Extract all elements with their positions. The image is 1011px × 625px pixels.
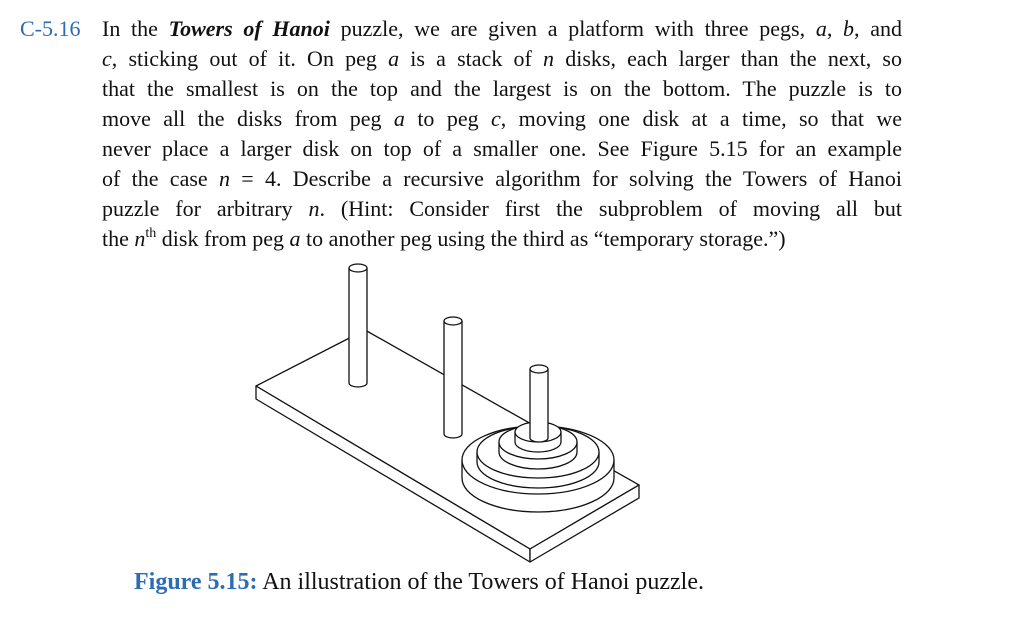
exercise-text: is a stack of: [399, 46, 544, 71]
exercise-line: [102, 164, 902, 194]
exercise-text: to peg: [404, 106, 492, 131]
exercise-line: [102, 224, 902, 254]
figure-caption: [134, 567, 704, 597]
towers-of-hanoi-illustration: [240, 258, 660, 568]
exercise-text: puzzle, we are given a platform with three pegs,: [329, 16, 816, 41]
exercise-text: n: [134, 226, 146, 251]
exercise-text: that the smallest is on the top and the largest is on the bottom. The puzzle is to: [102, 76, 902, 101]
exercise-text: to another peg using the third as “temporary storage.”): [300, 226, 786, 251]
exercise-text: a: [289, 226, 301, 251]
exercise-text: c: [491, 106, 501, 131]
exercise-text: never place a larger disk on top of a smaller one. See Figure 5.15 for an example: [102, 136, 902, 161]
exercise-text: a: [815, 16, 827, 41]
exercise-text: of the case: [102, 166, 219, 191]
exercise-text: , sticking out of it. On peg: [111, 46, 389, 71]
exercise-text: th: [145, 226, 157, 241]
exercise-line: [102, 104, 902, 134]
exercise-text: n: [218, 166, 230, 191]
exercise-line: [102, 74, 902, 104]
exercise-text: disk from peg: [156, 226, 290, 251]
exercise-text: , moving one disk at a time, so that we: [500, 106, 903, 131]
peg-c: [530, 365, 548, 442]
exercise-text: a: [388, 46, 400, 71]
exercise-text: , and: [854, 16, 903, 41]
exercise-text: puzzle for arbitrary: [102, 196, 309, 221]
peg-a: [349, 264, 367, 387]
exercise-line: [102, 134, 902, 164]
peg-b: [444, 317, 462, 438]
exercise-text: move all the disks from peg: [102, 106, 394, 131]
figure-caption-text: An illustration of the Towers of Hanoi puzzle.: [257, 569, 704, 595]
exercise-line: [102, 44, 902, 74]
exercise-text: ,: [826, 16, 844, 41]
exercise-text: Towers of Hanoi: [168, 16, 330, 41]
exercise-text: n: [308, 196, 320, 221]
exercise-body: [102, 14, 902, 254]
figure-caption-label: Figure 5.15:: [134, 569, 258, 595]
exercise-text: the: [102, 226, 135, 251]
exercise-line: [102, 14, 902, 44]
exercise-text: b: [843, 16, 855, 41]
exercise-text: a: [393, 106, 405, 131]
exercise-text: . (Hint: Consider first the subproblem of moving all but: [319, 196, 902, 221]
exercise-text: disks, each larger than the next, so: [554, 46, 902, 71]
exercise-text: n: [543, 46, 555, 71]
exercise-text: In the: [102, 16, 169, 41]
exercise-text: c: [102, 46, 112, 71]
exercise-number: C-5.16: [20, 16, 81, 41]
exercise-text: = 4. Describe a recursive algorithm for solving the Towers of Hanoi: [229, 166, 902, 191]
exercise-line: [102, 194, 902, 224]
